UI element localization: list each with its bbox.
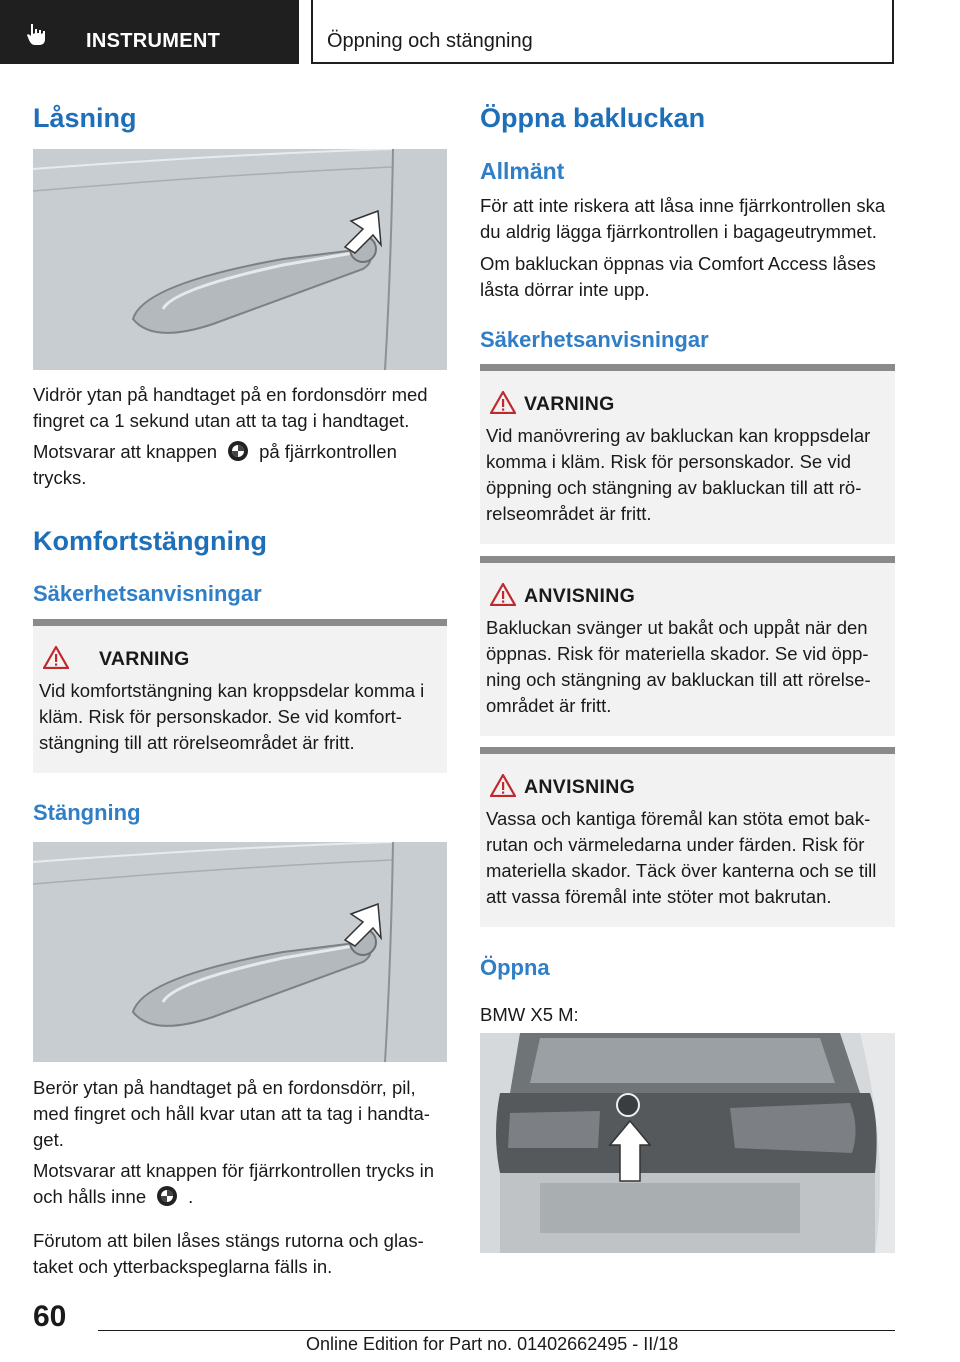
warning-triangle-icon bbox=[490, 774, 516, 797]
allmant-paragraph-2: Om bakluckan öppnas via Comfort Access låses låsta dörrar inte upp. bbox=[480, 253, 876, 300]
footer-edition: Online Edition for Part no. 01402662495 - II/18 bbox=[306, 1334, 679, 1354]
tailgate-image bbox=[480, 1033, 895, 1253]
warning-body: Vid komfortstängning kan kroppsdelar komma i kläm. Risk för personskador. Se vid komfortstängning till att rörelseområdet är fritt. bbox=[39, 680, 425, 753]
warning-triangle-icon bbox=[490, 583, 516, 606]
door-handle-image bbox=[33, 149, 447, 370]
warning-box-baklucka bbox=[480, 364, 895, 544]
heading-komfortstangning: Komfortstängning bbox=[33, 526, 267, 556]
notice-box-svanger bbox=[480, 556, 895, 736]
stangning-p2-line2: och hålls inne bbox=[33, 1186, 147, 1207]
warning-triangle-icon bbox=[490, 391, 516, 414]
lasning-p2-before: Motsvarar att knappen bbox=[33, 441, 218, 462]
hand-touch-icon bbox=[22, 20, 50, 48]
heading-lasning: Låsning bbox=[33, 103, 137, 133]
header-section-tab bbox=[0, 0, 299, 64]
notice-label: ANVISNING bbox=[524, 585, 636, 607]
footer-divider bbox=[98, 1330, 895, 1331]
notice-box-vassa bbox=[480, 747, 895, 927]
heading-stangning: Stängning bbox=[33, 800, 141, 825]
chapter-header bbox=[311, 0, 894, 64]
warning-box-komfort bbox=[33, 619, 447, 773]
heading-sakerhetsanvisningar-right: Säkerhetsanvisningar bbox=[480, 327, 709, 352]
lasning-paragraph-2 bbox=[33, 439, 447, 491]
heading-oppna: Öppna bbox=[480, 955, 550, 980]
warning-triangle-icon bbox=[43, 646, 69, 669]
stangning-p2-end: . bbox=[188, 1186, 194, 1207]
notice-body: Bakluckan svänger ut bakåt och uppåt när den öppnas. Risk för materiella skador. Se vid öppning och stängning av bakluckan till att rörelseområdet är fritt. bbox=[486, 617, 871, 716]
lasning-p2-line2: trycks. bbox=[33, 467, 87, 488]
stangning-paragraph-1: Berör ytan på handtaget på en fordonsdörr, pil, med fingret och håll kvar utan att ta tag i handtaget. bbox=[33, 1077, 430, 1150]
stangning-p2-line1: Motsvarar att knappen för fjärrkontrollen trycks in bbox=[33, 1160, 434, 1181]
bmw-roundel-icon bbox=[156, 1185, 178, 1207]
allmant-paragraph-1: För att inte riskera att låsa inne fjärrkontrollen ska du aldrig lägga fjärrkontrollen i bagageutrymmet. bbox=[480, 195, 886, 242]
stangning-paragraph-2 bbox=[33, 1158, 447, 1210]
model-label: BMW X5 M: bbox=[480, 1004, 579, 1025]
heading-sakerhetsanvisningar-left: Säkerhetsanvisningar bbox=[33, 581, 262, 606]
heading-oppna-bakluckan: Öppna bakluckan bbox=[480, 103, 706, 133]
notice-label: ANVISNING bbox=[524, 776, 636, 798]
warning-label: VARNING bbox=[524, 393, 615, 415]
stangning-paragraph-3: Förutom att bilen låses stängs rutorna och glastaket och ytterbackspeglarna fälls in. bbox=[33, 1230, 424, 1277]
warning-label: VARNING bbox=[99, 648, 190, 670]
page-number: 60 bbox=[33, 1300, 67, 1333]
lasning-paragraph-1: Vidrör ytan på handtaget på en fordonsdörr med fingret ca 1 sekund utan att ta tag i handtaget. bbox=[33, 384, 428, 431]
chapter-title: Öppning och stängning bbox=[327, 30, 533, 52]
warning-body: Vid manövrering av bakluckan kan kroppsdelar komma i kläm. Risk för personskador. Se vid öppning och stängning av bakluckan till att rörelseområdet är fritt. bbox=[486, 425, 871, 524]
bmw-roundel-icon bbox=[227, 440, 249, 462]
section-title: INSTRUMENT bbox=[86, 30, 221, 52]
heading-allmant: Allmänt bbox=[480, 158, 565, 184]
notice-body: Vassa och kantiga föremål kan stöta emot bakrutan och värmeledarna under färden. Risk för materiella skador. Täck över kanterna och se till att vassa föremål inte stöter mot bakrutan. bbox=[486, 808, 877, 907]
door-handle-image-2 bbox=[33, 842, 447, 1062]
lasning-p2-after: på fjärrkontrollen bbox=[259, 441, 397, 462]
